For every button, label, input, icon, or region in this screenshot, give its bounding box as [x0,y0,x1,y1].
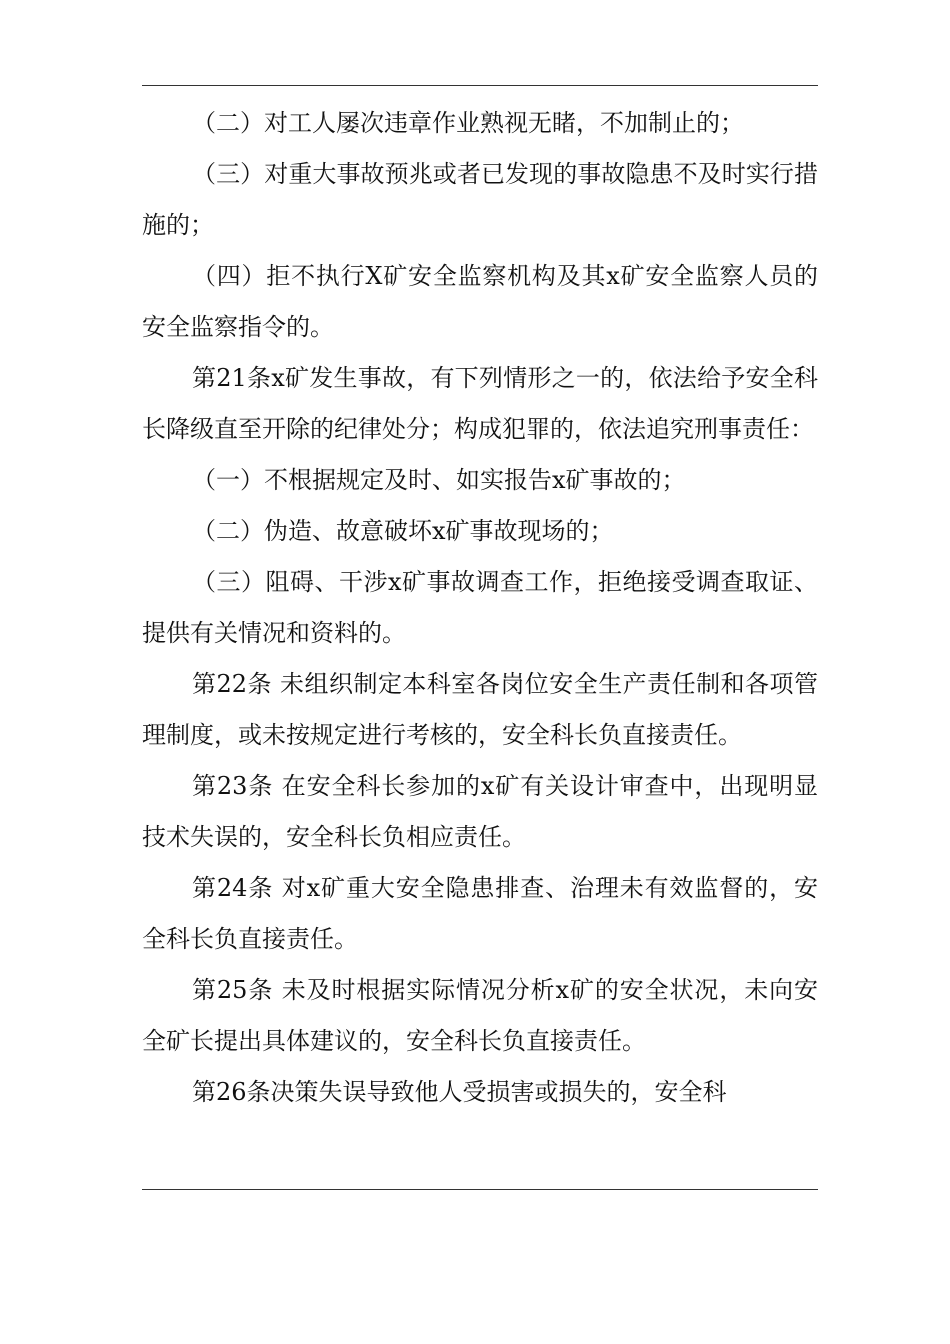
article-21-item-1: （一）不根据规定及时、如实报告x矿事故的； [192,466,686,494]
article-25: 第25条 未及时根据实际情况分析x矿的安全状况，未向安全矿长提出具体建议的，安全科长负直接责任。 [142,976,818,1055]
article-23: 第23条 在安全科长参加的x矿有关设计审查中，出现明显技术失误的，安全科长负相应责任。 [142,772,818,851]
paragraph-item-4: （四）拒不执行X矿安全监察机构及其x矿安全监察人员的安全监察指令的。 [142,262,818,341]
document-body [142,98,818,1118]
footer-rule [142,1189,818,1190]
article-22: 第22条 未组织制定本科室各岗位安全生产责任制和各项管理制度，或未按规定进行考核的，安全科长负直接责任。 [142,670,818,749]
paragraph-item-2: （二）对工人屡次违章作业熟视无睹，不加制止的； [192,109,744,137]
header-rule [142,85,818,86]
article-21: 第21条x矿发生事故，有下列情形之一的，依法给予安全科长降级直至开除的纪律处分；构成犯罪的，依法追究刑事责任： [142,364,818,443]
article-21-item-2: （二）伪造、故意破坏x矿事故现场的； [192,517,614,545]
article-21-item-3: （三）阻碍、干涉x矿事故调查工作，拒绝接受调查取证、提供有关情况和资料的。 [142,568,818,647]
article-26: 第26条决策失误导致他人受损害或损失的，安全科 [192,1078,727,1106]
article-24: 第24条 对x矿重大安全隐患排查、治理未有效监督的，安全科长负直接责任。 [142,874,818,953]
paragraph-item-3: （三）对重大事故预兆或者已发现的事故隐患不及时实行措施的； [142,160,818,239]
